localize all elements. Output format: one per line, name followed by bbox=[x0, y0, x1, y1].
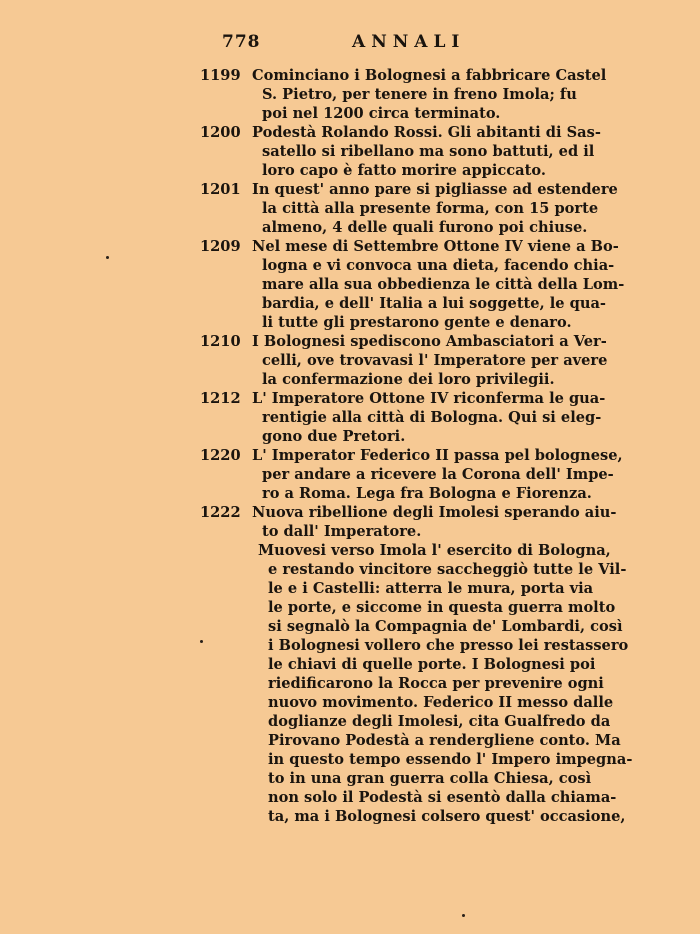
paragraph-text: doglianze degli Imolesi, cita Gualfredo da bbox=[268, 713, 611, 730]
annals-body bbox=[0, 66, 700, 826]
annal-entry bbox=[0, 66, 700, 123]
entry-first-line bbox=[0, 66, 700, 85]
entry-text: S. Pietro, per tenere in freno Imola; fu bbox=[262, 86, 577, 103]
entry-year: 1199 bbox=[200, 67, 241, 84]
entry-text: logna e vi convoca una dieta, facendo chia- bbox=[262, 257, 615, 274]
annal-entry bbox=[0, 123, 700, 180]
entry-first-line bbox=[0, 503, 700, 522]
entry-year: 1209 bbox=[200, 238, 241, 255]
entry-first-line bbox=[0, 446, 700, 465]
paragraph-line bbox=[0, 769, 700, 788]
entry-text: Podestà Rolando Rossi. Gli abitanti di Sas- bbox=[252, 124, 601, 141]
paragraph-text: to in una gran guerra colla Chiesa, così bbox=[268, 770, 592, 787]
paragraph-line bbox=[0, 655, 700, 674]
page-number: 778 bbox=[222, 32, 261, 52]
entry-text: loro capo è fatto morire appiccato. bbox=[262, 162, 546, 179]
entry-text: L' Imperatore Ottone IV riconferma le gua- bbox=[252, 390, 606, 407]
entry-text: Nuova ribellione degli Imolesi sperando aiu- bbox=[252, 504, 617, 521]
entry-line bbox=[0, 465, 700, 484]
paragraph-text: nuovo movimento. Federico II messo dalle bbox=[268, 694, 614, 711]
entry-year: 1220 bbox=[200, 447, 241, 464]
paragraph-text: non solo il Podestà si esentò dalla chiama- bbox=[268, 789, 617, 806]
entry-text: In quest' anno pare si pigliasse ad estendere bbox=[252, 181, 618, 198]
entry-line bbox=[0, 218, 700, 237]
entry-year: 1200 bbox=[200, 124, 241, 141]
paragraph-text: e restando vincitore saccheggiò tutte le Vil- bbox=[268, 561, 627, 578]
paragraph-line bbox=[0, 579, 700, 598]
entry-line bbox=[0, 85, 700, 104]
paragraph-line bbox=[0, 712, 700, 731]
print-speck bbox=[106, 256, 109, 259]
entry-text: ro a Roma. Lega fra Bologna e Fiorenza. bbox=[262, 485, 592, 502]
entry-line bbox=[0, 427, 700, 446]
entry-text: bardia, e dell' Italia a lui soggette, le qua- bbox=[262, 295, 606, 312]
page-header bbox=[0, 32, 700, 58]
print-speck bbox=[200, 640, 203, 643]
entry-text: I Bolognesi spediscono Ambasciatori a Ver- bbox=[252, 333, 607, 350]
entry-text: per andare a ricevere la Corona dell' Impe- bbox=[262, 466, 614, 483]
paragraph-text: le porte, e siccome in questa guerra molto bbox=[268, 599, 616, 616]
paragraph-line bbox=[0, 807, 700, 826]
entry-year: 1210 bbox=[200, 333, 241, 350]
entry-line bbox=[0, 104, 700, 123]
print-speck bbox=[462, 914, 465, 917]
entry-year: 1201 bbox=[200, 181, 241, 198]
entry-first-line bbox=[0, 123, 700, 142]
paragraph-text: ta, ma i Bolognesi colsero quest' occasione, bbox=[268, 808, 626, 825]
entry-text: la confermazione dei loro privilegii. bbox=[262, 371, 555, 388]
entry-line bbox=[0, 275, 700, 294]
entry-first-line bbox=[0, 389, 700, 408]
paragraph-line bbox=[0, 617, 700, 636]
paragraph-text: le chiavi di quelle porte. I Bolognesi poi bbox=[268, 656, 596, 673]
entry-text: gono due Pretori. bbox=[262, 428, 406, 445]
entry-text: li tutte gli prestarono gente e denaro. bbox=[262, 314, 572, 331]
annal-entry bbox=[0, 503, 700, 541]
paragraph-line bbox=[0, 674, 700, 693]
paragraph-line bbox=[0, 788, 700, 807]
entry-first-line bbox=[0, 237, 700, 256]
entry-text: almeno, 4 delle quali furono poi chiuse. bbox=[262, 219, 588, 236]
entry-text: to dall' Imperatore. bbox=[262, 523, 422, 540]
paragraph-text: Pirovano Podestà a rendergliene conto. Ma bbox=[268, 732, 621, 749]
entry-line bbox=[0, 294, 700, 313]
entry-first-line bbox=[0, 332, 700, 351]
paragraph-line bbox=[0, 636, 700, 655]
paragraph-text: si segnalò la Compagnia de' Lombardi, così bbox=[268, 618, 623, 635]
paragraph-text: le e i Castelli: atterra le mura, porta via bbox=[268, 580, 594, 597]
entry-first-line bbox=[0, 180, 700, 199]
entry-text: satello si ribellano ma sono battuti, ed il bbox=[262, 143, 595, 160]
annal-entry bbox=[0, 180, 700, 237]
paragraph-text: in questo tempo essendo l' Impero impegna- bbox=[268, 751, 633, 768]
entry-line bbox=[0, 199, 700, 218]
entry-text: Nel mese di Settembre Ottone IV viene a Bo- bbox=[252, 238, 619, 255]
entry-line bbox=[0, 161, 700, 180]
annal-entry bbox=[0, 446, 700, 503]
entry-line bbox=[0, 408, 700, 427]
entry-text: celli, ove trovavasi l' Imperatore per avere bbox=[262, 352, 608, 369]
entry-year: 1212 bbox=[200, 390, 241, 407]
entry-text: Cominciano i Bolognesi a fabbricare Castel bbox=[252, 67, 607, 84]
entry-text: rentigie alla città di Bologna. Qui si eleg- bbox=[262, 409, 602, 426]
paragraph-line bbox=[0, 541, 700, 560]
entry-text: poi nel 1200 circa terminato. bbox=[262, 105, 501, 122]
continuation-paragraph bbox=[0, 541, 700, 826]
paragraph-line bbox=[0, 693, 700, 712]
entry-line bbox=[0, 522, 700, 541]
paragraph-line bbox=[0, 560, 700, 579]
paragraph-line bbox=[0, 750, 700, 769]
annal-entry bbox=[0, 389, 700, 446]
paragraph-text: riedificarono la Rocca per prevenire ogni bbox=[268, 675, 604, 692]
entry-line bbox=[0, 484, 700, 503]
entry-text: L' Imperator Federico II passa pel bolognese, bbox=[252, 447, 623, 464]
entry-line bbox=[0, 370, 700, 389]
annal-entry bbox=[0, 332, 700, 389]
paragraph-text: Muovesi verso Imola l' esercito di Bologna, bbox=[258, 542, 611, 559]
entry-text: mare alla sua obbedienza le città della Lom- bbox=[262, 276, 625, 293]
paragraph-text: i Bolognesi vollero che presso lei restassero bbox=[268, 637, 629, 654]
entry-line bbox=[0, 142, 700, 161]
entry-line bbox=[0, 313, 700, 332]
paragraph-line bbox=[0, 731, 700, 750]
entry-year: 1222 bbox=[200, 504, 241, 521]
entry-line bbox=[0, 351, 700, 370]
entry-line bbox=[0, 256, 700, 275]
running-title: ANNALI bbox=[352, 32, 466, 52]
annal-entry bbox=[0, 237, 700, 332]
entry-text: la città alla presente forma, con 15 porte bbox=[262, 200, 599, 217]
paragraph-line bbox=[0, 598, 700, 617]
